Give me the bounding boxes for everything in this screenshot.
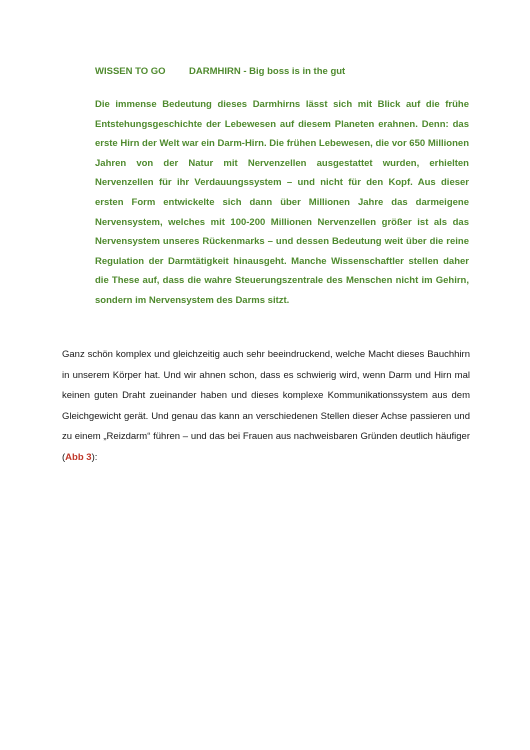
figure-reference-link[interactable]: Abb 3 <box>65 451 92 463</box>
body-text-end: ): <box>91 451 98 463</box>
info-box-text: Die immense Bedeutung dieses Darmhirns lässt sich mit Blick auf die frühe Entstehungsgeschichte der Lebewesen auf diesem Planeten erahnen. Denn: das erste Hirn der Welt war ein Darm-Hirn. Die frühen Lebewesen, die vor 650 Millionen Jahren von der Natur mit Nervenzellen ausgestattet wurden, erhielten Nervenzellen für ihr Verdauungssystem – und nicht für den Kopf. Aus dieser ersten Form entwickelte sich dann über Millionen Jahre das darmeigene Nervensystem, welches mit 100-200 Millionen Nervenzellen größer ist als das Nervensystem unseres Rückenmarks – und dessen Bedeutung weit über die reine Regulation der Darmtätigkeit hinausgeht. Manche Wissenschaftler stellen daher die These auf, dass die wahre Steuerungszentrale des Menschen nicht im Gehirn, sondern im Nervensystem des Darms sitzt. <box>95 99 469 306</box>
info-box-header <box>95 66 475 77</box>
body-text: Ganz schön komplex und gleichzeitig auch sehr beeindruckend, welche Macht dieses Bauchhirn in unserem Körper hat. Und wir ahnen schon, dass es schwierig wird, wenn Darm und Hirn mal keinen guten Draht zueinander haben und dieses komplexe Kommunikationssystem aus dem Gleichgewicht gerät. Und genau das kann an verschiedenen Stellen dieser Achse passieren und zu einem „Reizdarm“ führen – und das bei Frauen aus nachweisbaren Gründen deutlich häufiger ( <box>62 349 470 463</box>
info-box-label: WISSEN TO GO <box>95 66 166 77</box>
body-paragraph <box>62 345 470 468</box>
info-box-title: DARMHIRN - Big boss is in the gut <box>189 66 346 77</box>
